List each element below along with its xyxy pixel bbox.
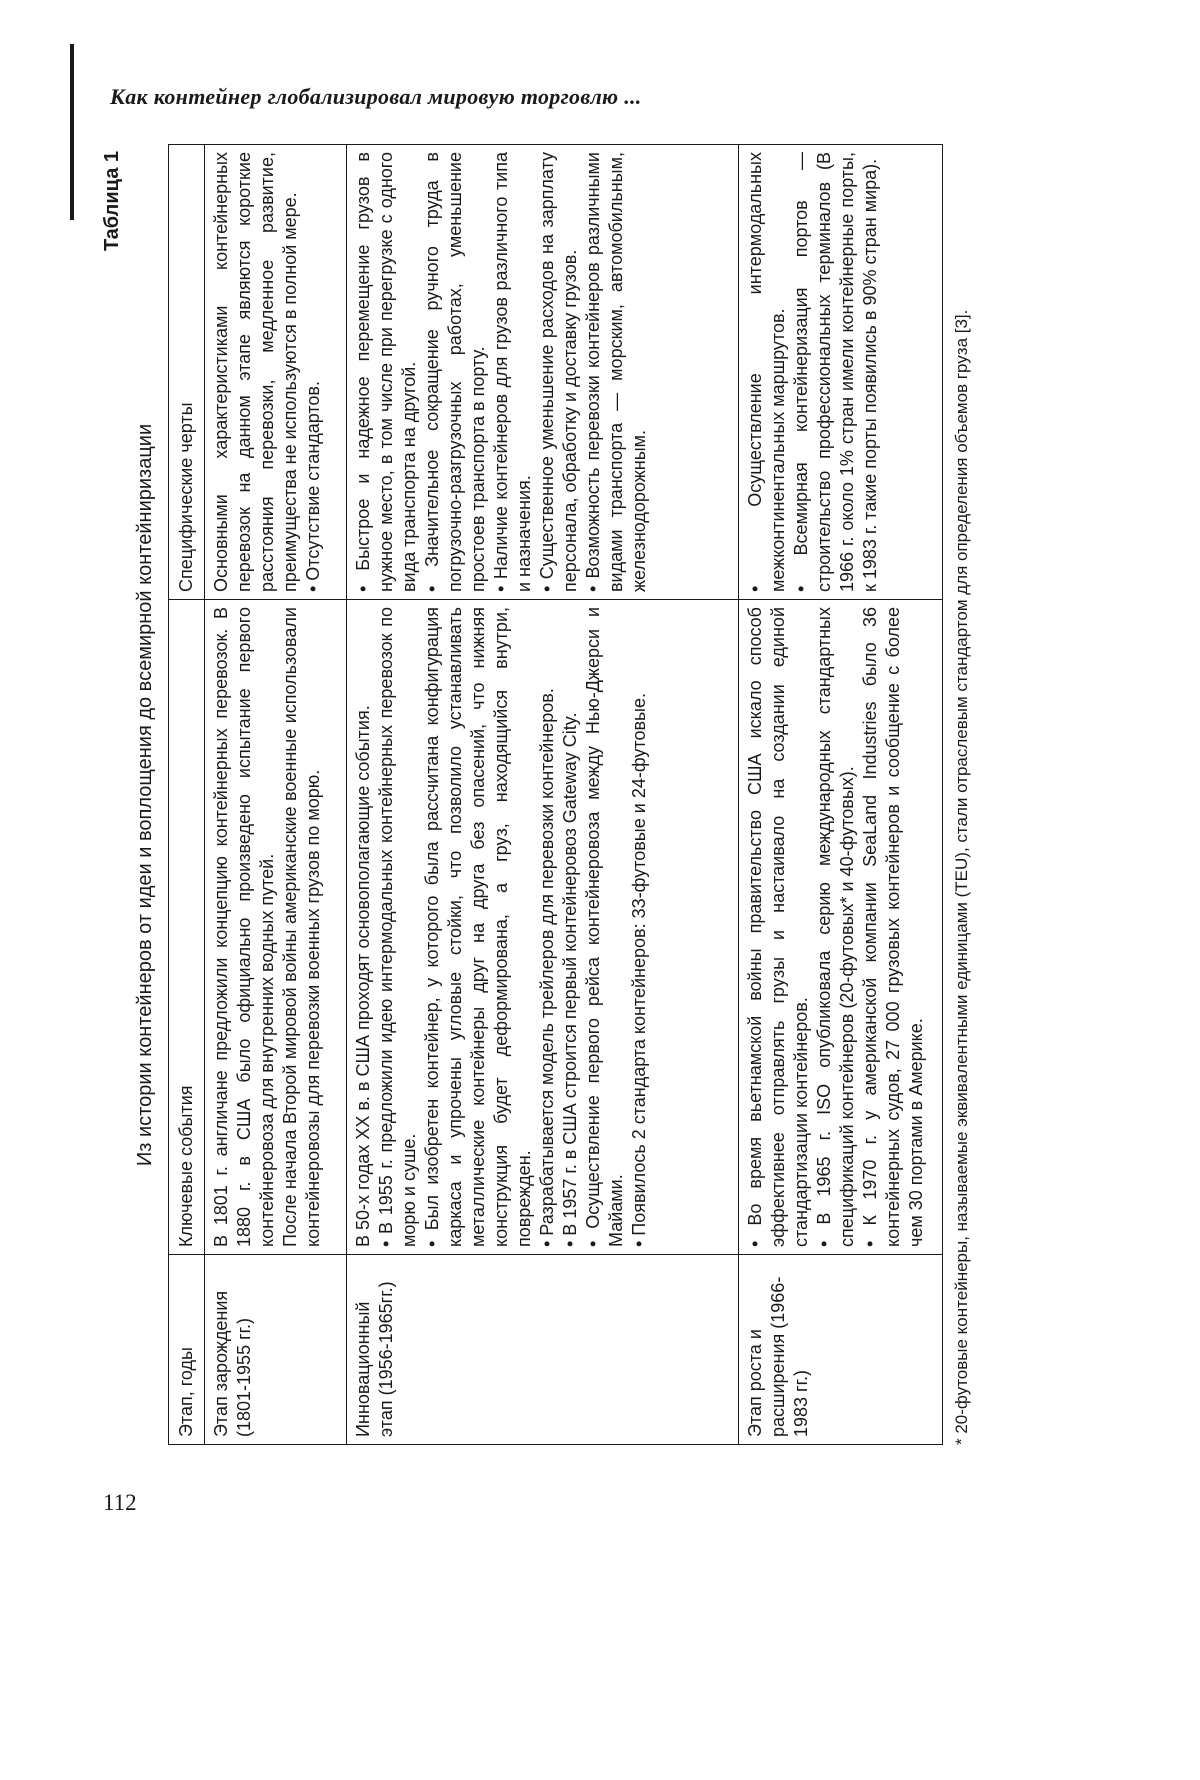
column-header-stage: Этап, годы [169,1255,205,1445]
stage-cell [347,1255,739,1445]
paragraph: • Отсутствие стандартов. [303,381,323,592]
paragraph: • Быстрое и надежное перемещение грузов в нужное место, в том числе при перегрузке с одного вида транспорта на другой. [353,152,419,592]
header-row [169,145,205,1445]
paragraph: • Появилось 2 стандарта контейнеров: 33-футовые и 24-футовые. [629,692,649,1247]
table-row [347,145,739,1445]
events-cell [347,600,739,1255]
table-footnote: * 20-футовые контейнеры, называемые эквивалентными единицами (TEU), стали отраслевым стандартом для определения объемов груза [3]. [952,309,971,1445]
paragraph: • Наличие контейнеров для грузов различного типа и назначения. [491,152,534,592]
rotated-table-area [100,145,971,1445]
column-header-features: Специфические черты [169,145,205,600]
paragraph: • Во время вьетнамской войны правительство США искало способ эффективнее отправлять грузы и настаивало на создании единой стандартизации контейнеров. [745,607,811,1247]
paragraph: • Возможность перевозки контейнеров различными видами транспорта — морским, автомобильным, железнодорожным. [583,152,649,592]
paragraph: • Всемирная контейнеризация портов — строительство профессиональных терминалов (В 1966 г. около 1% стран имели контейнерные порты, к 1983 г. такие порты появились в 90% стран мира). [791,152,880,592]
containerization-history-table [168,144,943,1445]
stage-cell [205,1255,347,1445]
table-caption: Таблица 1 [101,151,123,252]
paragraph: • Существенное уменьшение расходов на зарплату персонала, обработку и доставку грузов. [537,152,580,592]
paragraph: • Осуществление интермодальных межконтинентальных маршрутов. [745,152,788,592]
events-cell [205,600,347,1255]
running-head: Как контейнер глобализировал мировую торговлю ... [110,84,642,109]
paragraph: • В 1955 г. предложили идею интермодальных контейнерных перевозок по морю и суше. [376,607,419,1247]
table-row [739,145,943,1445]
paragraph: Основными характеристиками контейнерных перевозок на данном этапе являются короткие расстояния перевозки, медленное развитие, преимущества не используются в полной мере. [211,152,300,592]
stage-label: Этап роста и расширения (1966-1983 гг.) [745,1276,811,1437]
paragraph: • Осуществление первого рейса контейнеровоза между Нью-Джерси и Майами. [583,607,626,1247]
landscape-table-block [100,145,971,1445]
paragraph: • В 1965 г. ISO опубликовала серию международных стандартных спецификаций контейнеров (20-футовых* и 40-футовых). [814,607,857,1247]
features-cell [205,145,347,600]
column-header-events: Ключевые события [169,600,205,1255]
paragraph: В 1801 г. англичане предложили концепцию контейнерных перевозок. В 1880 г. в США было официально произведено испытание первого контейнеровоза для внутренних водных путей. [211,607,277,1247]
page-number: 112 [103,1490,137,1515]
paragraph: В 50-х годах XX в. в США проходят основополагающие события. [353,705,373,1247]
stage-label: Инновационный этап (1956-1965гг.) [353,1281,396,1437]
paragraph: • Значительное сокращение ручного труда в погрузочно-разгрузочных работах, уменьшение простоев транспорта в порту. [422,152,488,592]
stage-cell [739,1255,943,1445]
stage-label: Этап зарождения (1801-1955 гг.) [211,1290,254,1437]
table-title: Из истории контейнеров от идеи и воплощения до всемирной контейниризации [134,423,156,1167]
paragraph: • Разрабатывается модель трейлеров для перевозки контейнеров. [537,688,557,1247]
paragraph: • Был изобретен контейнер, у которого была рассчитана конфигурация каркаса и упрочены угловые стойки, что позволило устанавливать металлические контейнеры друг на друга без опасений, что нижняя конструкция будет деформирована, а груз, находящийся внутри, поврежден. [422,607,534,1247]
paragraph: • К 1970 г. у американской компании SeaLand Industries было 36 контейнерных судов, 27 000 грузовых контейнеров и сообщение с более чем 30 портами в Америке. [860,607,926,1247]
events-cell [739,600,943,1255]
table-row [205,145,347,1445]
features-cell [739,145,943,600]
paragraph: После начала Второй мировой войны американские военные использовали контейнеровозы для перевозки военных грузов по морю. [280,607,323,1247]
features-cell [347,145,739,600]
header-rule [70,44,74,220]
paragraph: • В 1957 г. в США строится первый контейнеровоз Gateway City. [560,712,580,1247]
